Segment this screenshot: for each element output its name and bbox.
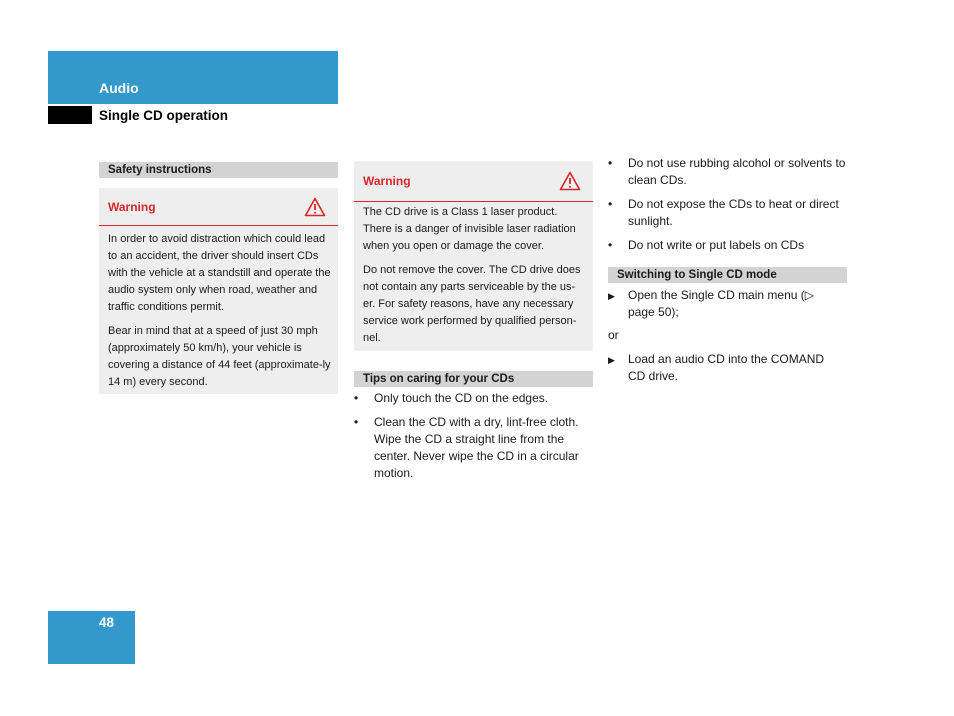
- step-list-1: [608, 287, 843, 328]
- bullet-icon: •: [608, 197, 613, 211]
- page-number: 48: [99, 615, 115, 630]
- section-subtitle: Single CD operation: [99, 108, 229, 123]
- header-band: [48, 51, 338, 104]
- bullet-icon: •: [354, 415, 359, 429]
- cd-care-list-continued: [608, 155, 848, 261]
- list-item: • Do not use rubbing alcohol or solvents to clean CDs.: [608, 156, 846, 187]
- arrow-right-icon: ▶: [608, 355, 615, 365]
- cd-care-list: [354, 390, 594, 489]
- or-text: or: [608, 328, 619, 342]
- list-item: • Do not write or put labels on CDs: [608, 238, 805, 252]
- list-item: • Only touch the CD on the edges.: [354, 391, 549, 405]
- page-number-box: [48, 611, 135, 664]
- warning-triangle-icon: [304, 197, 326, 217]
- single-cd-mode-heading: Switching to Single CD mode: [608, 267, 847, 283]
- step-item: ▶ Load an audio CD into the COMAND CD drive.: [608, 352, 825, 383]
- section-marker: [48, 106, 92, 124]
- warning-label: Warning: [363, 174, 411, 188]
- step-list-2: [608, 351, 843, 392]
- bullet-icon: •: [608, 238, 613, 252]
- warning-box-laser: [354, 161, 593, 351]
- chapter-title: Audio: [99, 80, 139, 96]
- list-item: • Do not expose the CDs to heat or direct sunlight.: [608, 197, 839, 228]
- warning-box-distraction: [99, 188, 338, 394]
- list-item: • Clean the CD with a dry, lint-free cloth. Wipe the CD a straight line from the center. Never wipe the CD in a circular motion.: [354, 415, 579, 480]
- arrow-right-icon: ▶: [608, 291, 615, 301]
- warning-paragraph: Do not remove the cover. The CD drive does not contain any parts serviceable by the us-er. For safety reasons, have any necessary service work performed by qualified person-nel.: [363, 264, 581, 344]
- warning-header: [99, 188, 338, 226]
- warning-label: Warning: [108, 200, 156, 214]
- warning-paragraph: In order to avoid distraction which could lead to an accident, the driver should insert CDs with the vehicle at a standstill and operate the audio system only when road, weather and traffic conditions permit.: [108, 233, 331, 313]
- safety-instructions-heading: Safety instructions: [99, 162, 338, 178]
- warning-body: [363, 204, 587, 354]
- step-item: ▶ Open the Single CD main menu (▷ page 50);: [608, 288, 814, 319]
- warning-body: [108, 231, 332, 398]
- warning-paragraph: Bear in mind that at a speed of just 30 mph (approximately 50 km/h), your vehicle is covering a distance of 44 feet (approximate-ly 14 m) every second.: [108, 325, 331, 388]
- warning-paragraph: The CD drive is a Class 1 laser product. There is a danger of invisible laser radiation when you open or damage the cover.: [363, 206, 576, 252]
- cd-care-heading: Tips on caring for your CDs: [354, 371, 593, 387]
- warning-triangle-icon: [559, 171, 581, 191]
- bullet-icon: •: [354, 391, 359, 405]
- bullet-icon: •: [608, 156, 613, 170]
- warning-header: [354, 161, 593, 202]
